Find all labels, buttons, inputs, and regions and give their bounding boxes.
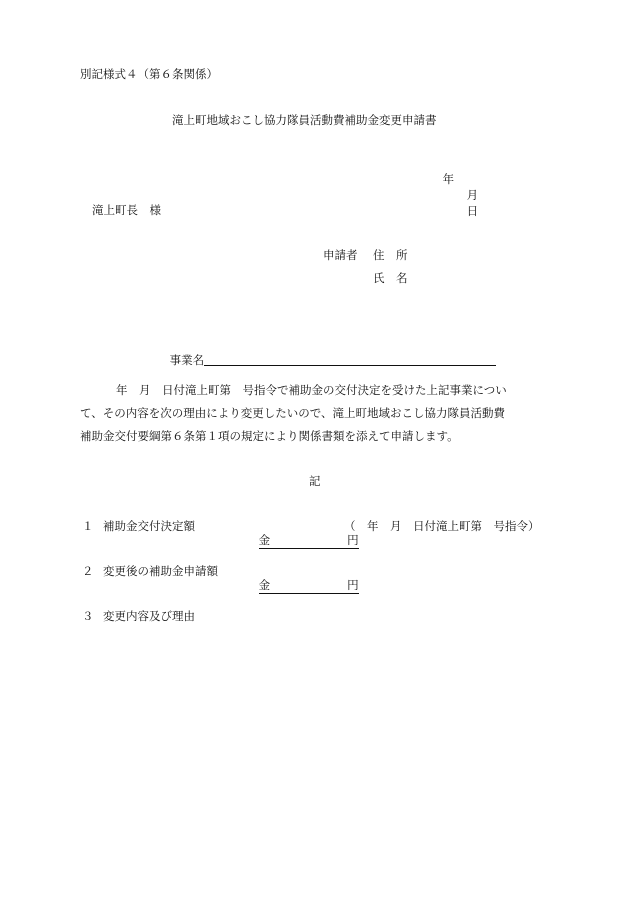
address-label: 住 所 [373,248,408,262]
item-1-label: 補助金交付決定額 [103,519,195,533]
item-1-note: （ 年 月 日付滝上町第 号指令） [344,519,540,533]
item-2-number: ２ [82,564,94,578]
form-number: 別記様式４（第６条関係） [80,67,218,81]
body-line-2: て、その内容を次の理由により変更したいので、滝上町地域おこし協力隊員活動費 [80,406,506,420]
name-label: 氏 名 [373,271,408,285]
date-line [428,157,478,233]
body-line-1: 年 月 日付滝上町第 号指令で補助金の交付決定を受けた上記事業につい [116,383,507,397]
item-2-yen: 円 [347,578,359,592]
item-3-number: ３ [82,609,94,623]
item-1-amount-field[interactable] [259,532,359,549]
item-1-number: １ [82,519,94,533]
date-month: 月 [466,188,479,202]
date-day: 日 [466,204,479,218]
item-2-label: 変更後の補助金申請額 [103,564,218,578]
item-1-amount[interactable] [244,518,359,563]
addressee: 滝上町長 様 [92,203,161,217]
item-1-yen: 円 [347,533,359,547]
item-2-prefix: 金 [258,578,271,592]
project-name-label: 事業名 [169,353,205,367]
project-name-line [155,338,496,382]
document-title: 滝上町地域おこし協力隊員活動費補助金変更申請書 [172,113,437,127]
applicant-label: 申請者 [323,248,358,262]
date-year: 年 [442,172,455,186]
ki-heading: 記 [309,474,321,488]
item-1-prefix: 金 [258,533,271,547]
project-name-field[interactable] [204,352,496,366]
item-2-amount[interactable] [244,563,359,608]
item-2-amount-field[interactable] [259,577,359,594]
body-line-3: 補助金交付要綱第６条第１項の規定により関係書類を添えて申請します。 [80,429,459,443]
item-3-label: 変更内容及び理由 [103,609,195,623]
